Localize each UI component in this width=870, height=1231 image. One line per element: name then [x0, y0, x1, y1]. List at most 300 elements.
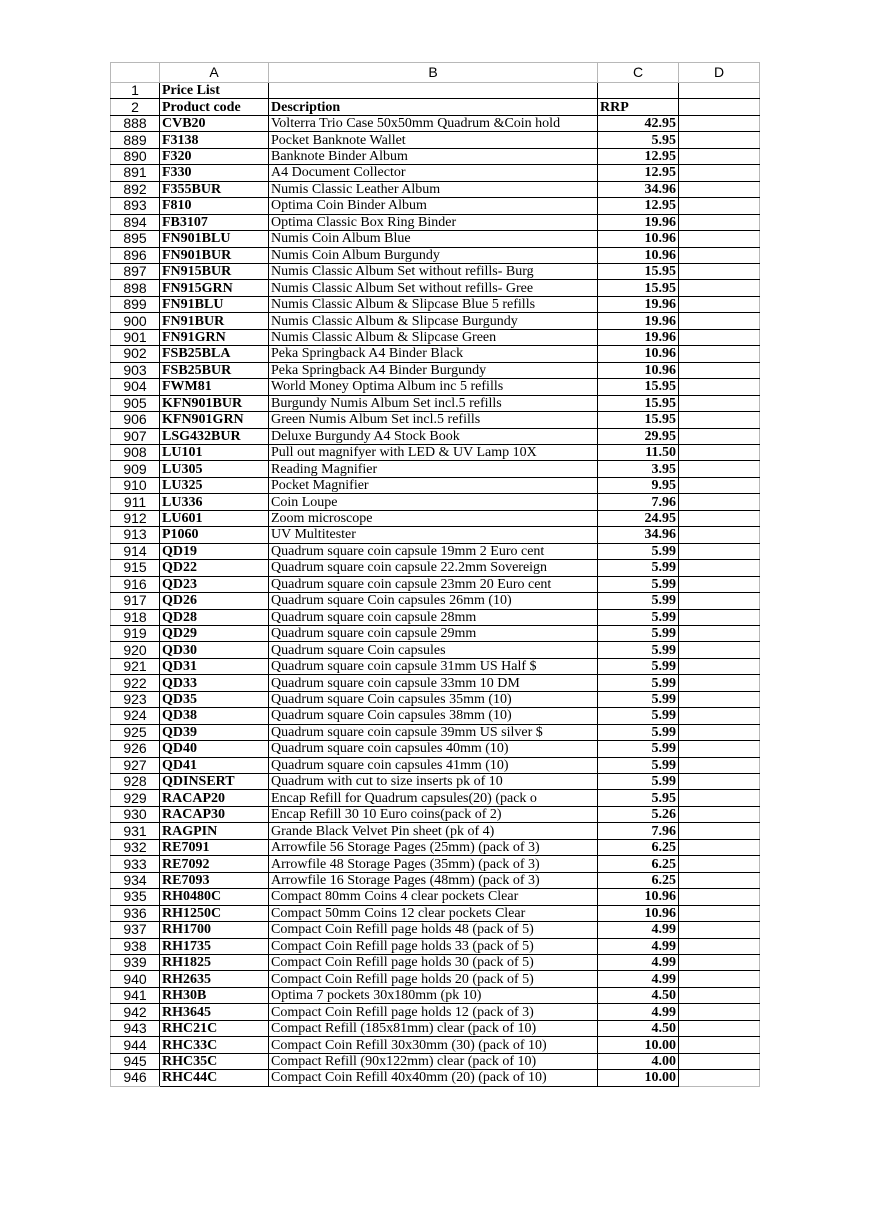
product-code-cell[interactable]: RH1825: [160, 955, 269, 971]
description-cell[interactable]: Quadrum with cut to size inserts pk of 10: [269, 774, 598, 790]
empty-d-cell[interactable]: [679, 889, 760, 905]
description-cell[interactable]: Compact Coin Refill page holds 12 (pack of 3): [269, 1004, 598, 1020]
cell-d2[interactable]: [679, 99, 760, 115]
price-cell[interactable]: 15.95: [598, 412, 679, 428]
description-cell[interactable]: Quadrum square coin capsule 31mm US Half $: [269, 658, 598, 674]
empty-d-cell[interactable]: [679, 790, 760, 806]
description-cell[interactable]: Numis Classic Album & Slipcase Blue 5 refills: [269, 296, 598, 312]
cell-d1[interactable]: [679, 83, 760, 99]
product-code-cell[interactable]: QD38: [160, 708, 269, 724]
price-cell[interactable]: 19.96: [598, 296, 679, 312]
description-cell[interactable]: Quadrum square Coin capsules 38mm (10): [269, 708, 598, 724]
product-code-cell[interactable]: F355BUR: [160, 181, 269, 197]
price-cell[interactable]: 15.95: [598, 379, 679, 395]
description-cell[interactable]: Arrowfile 16 Storage Pages (48mm) (pack of 3): [269, 872, 598, 888]
price-cell[interactable]: 11.50: [598, 444, 679, 460]
description-cell[interactable]: Numis Classic Album Set without refills- Burg: [269, 263, 598, 279]
price-cell[interactable]: 15.95: [598, 263, 679, 279]
row-number[interactable]: 930: [111, 806, 160, 822]
description-cell[interactable]: Numis Coin Album Blue: [269, 231, 598, 247]
row-number[interactable]: 945: [111, 1053, 160, 1069]
price-cell[interactable]: 19.96: [598, 214, 679, 230]
row-number[interactable]: 903: [111, 362, 160, 378]
empty-d-cell[interactable]: [679, 839, 760, 855]
row-number[interactable]: 915: [111, 560, 160, 576]
price-cell[interactable]: 29.95: [598, 428, 679, 444]
product-code-cell[interactable]: QD30: [160, 642, 269, 658]
row-number[interactable]: 896: [111, 247, 160, 263]
description-cell[interactable]: Optima Classic Box Ring Binder: [269, 214, 598, 230]
row-number[interactable]: 936: [111, 905, 160, 921]
description-cell[interactable]: Arrowfile 48 Storage Pages (35mm) (pack of 3): [269, 856, 598, 872]
price-cell[interactable]: 4.00: [598, 1053, 679, 1069]
product-code-cell[interactable]: F3138: [160, 132, 269, 148]
row-number[interactable]: 928: [111, 774, 160, 790]
price-cell[interactable]: 15.95: [598, 280, 679, 296]
description-cell[interactable]: Pocket Magnifier: [269, 477, 598, 493]
price-cell[interactable]: 4.99: [598, 955, 679, 971]
description-cell[interactable]: Compact Refill (185x81mm) clear (pack of 10): [269, 1020, 598, 1036]
price-cell[interactable]: 4.50: [598, 987, 679, 1003]
description-cell[interactable]: Compact 50mm Coins 12 clear pockets Clear: [269, 905, 598, 921]
cell-b1[interactable]: [269, 83, 598, 99]
price-cell[interactable]: 5.99: [598, 560, 679, 576]
product-code-cell[interactable]: RH2635: [160, 971, 269, 987]
price-cell[interactable]: 12.95: [598, 165, 679, 181]
empty-d-cell[interactable]: [679, 494, 760, 510]
row-number[interactable]: 897: [111, 263, 160, 279]
description-cell[interactable]: Coin Loupe: [269, 494, 598, 510]
empty-d-cell[interactable]: [679, 280, 760, 296]
row-number[interactable]: 2: [111, 99, 160, 115]
row-number[interactable]: 917: [111, 593, 160, 609]
price-cell[interactable]: 6.25: [598, 872, 679, 888]
row-number[interactable]: 926: [111, 741, 160, 757]
empty-d-cell[interactable]: [679, 461, 760, 477]
description-cell[interactable]: Quadrum square Coin capsules: [269, 642, 598, 658]
description-cell[interactable]: Quadrum square Coin capsules 26mm (10): [269, 593, 598, 609]
price-cell[interactable]: 24.95: [598, 510, 679, 526]
description-cell[interactable]: Quadrum square coin capsule 28mm: [269, 609, 598, 625]
price-cell[interactable]: 10.96: [598, 346, 679, 362]
product-code-cell[interactable]: QD23: [160, 576, 269, 592]
row-number[interactable]: 929: [111, 790, 160, 806]
price-cell[interactable]: 5.99: [598, 625, 679, 641]
empty-d-cell[interactable]: [679, 296, 760, 312]
description-cell[interactable]: Quadrum square coin capsule 29mm: [269, 625, 598, 641]
product-code-cell[interactable]: LU101: [160, 444, 269, 460]
row-number[interactable]: 933: [111, 856, 160, 872]
row-number[interactable]: 943: [111, 1020, 160, 1036]
product-code-cell[interactable]: RHC21C: [160, 1020, 269, 1036]
empty-d-cell[interactable]: [679, 560, 760, 576]
empty-d-cell[interactable]: [679, 576, 760, 592]
description-cell[interactable]: Zoom microscope: [269, 510, 598, 526]
row-number[interactable]: 934: [111, 872, 160, 888]
price-cell[interactable]: 4.99: [598, 1004, 679, 1020]
description-cell[interactable]: Quadrum square coin capsules 41mm (10): [269, 757, 598, 773]
row-number[interactable]: 901: [111, 329, 160, 345]
row-number[interactable]: 924: [111, 708, 160, 724]
description-cell[interactable]: Compact Coin Refill page holds 20 (pack of 5): [269, 971, 598, 987]
row-number[interactable]: 892: [111, 181, 160, 197]
product-code-cell[interactable]: F320: [160, 148, 269, 164]
empty-d-cell[interactable]: [679, 955, 760, 971]
product-code-cell[interactable]: QD29: [160, 625, 269, 641]
product-code-cell[interactable]: F330: [160, 165, 269, 181]
rrp-header[interactable]: RRP: [598, 99, 679, 115]
price-cell[interactable]: 10.00: [598, 1070, 679, 1086]
product-code-cell[interactable]: LU325: [160, 477, 269, 493]
product-code-cell[interactable]: QD41: [160, 757, 269, 773]
description-cell[interactable]: Optima 7 pockets 30x180mm (pk 10): [269, 987, 598, 1003]
price-cell[interactable]: 5.99: [598, 675, 679, 691]
product-code-cell[interactable]: LU305: [160, 461, 269, 477]
price-cell[interactable]: 10.96: [598, 889, 679, 905]
description-cell[interactable]: Optima Coin Binder Album: [269, 198, 598, 214]
empty-d-cell[interactable]: [679, 198, 760, 214]
empty-d-cell[interactable]: [679, 165, 760, 181]
product-code-cell[interactable]: FN915GRN: [160, 280, 269, 296]
price-cell[interactable]: 10.96: [598, 231, 679, 247]
row-number[interactable]: 904: [111, 379, 160, 395]
product-code-cell[interactable]: FN901BUR: [160, 247, 269, 263]
empty-d-cell[interactable]: [679, 477, 760, 493]
select-all-corner[interactable]: [111, 63, 160, 83]
description-cell[interactable]: Banknote Binder Album: [269, 148, 598, 164]
row-number[interactable]: 909: [111, 461, 160, 477]
row-number[interactable]: 941: [111, 987, 160, 1003]
row-number[interactable]: 911: [111, 494, 160, 510]
empty-d-cell[interactable]: [679, 329, 760, 345]
description-cell[interactable]: Pull out magnifyer with LED & UV Lamp 10X: [269, 444, 598, 460]
row-number[interactable]: 940: [111, 971, 160, 987]
product-code-cell[interactable]: RHC35C: [160, 1053, 269, 1069]
price-cell[interactable]: 12.95: [598, 148, 679, 164]
price-cell[interactable]: 5.26: [598, 806, 679, 822]
description-cell[interactable]: Numis Classic Album & Slipcase Green: [269, 329, 598, 345]
row-number[interactable]: 925: [111, 724, 160, 740]
product-code-cell[interactable]: LU601: [160, 510, 269, 526]
product-code-cell[interactable]: FN91BLU: [160, 296, 269, 312]
price-cell[interactable]: 19.96: [598, 313, 679, 329]
row-number[interactable]: 912: [111, 510, 160, 526]
price-cell[interactable]: 5.99: [598, 576, 679, 592]
description-cell[interactable]: Quadrum square coin capsules 40mm (10): [269, 741, 598, 757]
empty-d-cell[interactable]: [679, 741, 760, 757]
price-cell[interactable]: 5.99: [598, 691, 679, 707]
price-cell[interactable]: 34.96: [598, 527, 679, 543]
product-code-cell[interactable]: RH30B: [160, 987, 269, 1003]
empty-d-cell[interactable]: [679, 428, 760, 444]
description-cell[interactable]: Burgundy Numis Album Set incl.5 refills: [269, 395, 598, 411]
price-cell[interactable]: 4.50: [598, 1020, 679, 1036]
description-cell[interactable]: Arrowfile 56 Storage Pages (25mm) (pack of 3): [269, 839, 598, 855]
row-number[interactable]: 907: [111, 428, 160, 444]
description-cell[interactable]: A4 Document Collector: [269, 165, 598, 181]
price-cell[interactable]: 42.95: [598, 115, 679, 131]
product-code-cell[interactable]: KFN901BUR: [160, 395, 269, 411]
empty-d-cell[interactable]: [679, 658, 760, 674]
row-number[interactable]: 921: [111, 658, 160, 674]
product-code-cell[interactable]: FN901BLU: [160, 231, 269, 247]
description-cell[interactable]: Deluxe Burgundy A4 Stock Book: [269, 428, 598, 444]
empty-d-cell[interactable]: [679, 132, 760, 148]
row-number[interactable]: 935: [111, 889, 160, 905]
product-code-cell[interactable]: RH0480C: [160, 889, 269, 905]
price-cell[interactable]: 4.99: [598, 938, 679, 954]
row-number[interactable]: 888: [111, 115, 160, 131]
price-cell[interactable]: 5.99: [598, 774, 679, 790]
description-cell[interactable]: Numis Classic Album & Slipcase Burgundy: [269, 313, 598, 329]
product-code-cell[interactable]: P1060: [160, 527, 269, 543]
description-header[interactable]: Description: [269, 99, 598, 115]
empty-d-cell[interactable]: [679, 543, 760, 559]
empty-d-cell[interactable]: [679, 872, 760, 888]
description-cell[interactable]: Numis Classic Leather Album: [269, 181, 598, 197]
description-cell[interactable]: Compact Coin Refill page holds 48 (pack of 5): [269, 922, 598, 938]
product-code-cell[interactable]: FWM81: [160, 379, 269, 395]
empty-d-cell[interactable]: [679, 922, 760, 938]
empty-d-cell[interactable]: [679, 593, 760, 609]
row-number[interactable]: 931: [111, 823, 160, 839]
row-number[interactable]: 946: [111, 1070, 160, 1086]
price-cell[interactable]: 4.99: [598, 971, 679, 987]
row-number[interactable]: 905: [111, 395, 160, 411]
price-cell[interactable]: 15.95: [598, 395, 679, 411]
description-cell[interactable]: Quadrum square coin capsule 39mm US silver $: [269, 724, 598, 740]
row-number[interactable]: 893: [111, 198, 160, 214]
product-code-cell[interactable]: RE7091: [160, 839, 269, 855]
empty-d-cell[interactable]: [679, 1020, 760, 1036]
row-number[interactable]: 923: [111, 691, 160, 707]
description-cell[interactable]: Quadrum square coin capsule 22.2mm Sovereign: [269, 560, 598, 576]
description-cell[interactable]: World Money Optima Album inc 5 refills: [269, 379, 598, 395]
product-code-cell[interactable]: CVB20: [160, 115, 269, 131]
row-number[interactable]: 894: [111, 214, 160, 230]
description-cell[interactable]: Compact 80mm Coins 4 clear pockets Clear: [269, 889, 598, 905]
row-number[interactable]: 919: [111, 625, 160, 641]
product-code-cell[interactable]: RACAP20: [160, 790, 269, 806]
empty-d-cell[interactable]: [679, 806, 760, 822]
price-cell[interactable]: 4.99: [598, 922, 679, 938]
price-cell[interactable]: 7.96: [598, 823, 679, 839]
empty-d-cell[interactable]: [679, 691, 760, 707]
product-code-header[interactable]: Product code: [160, 99, 269, 115]
price-cell[interactable]: 5.99: [598, 609, 679, 625]
row-number[interactable]: 920: [111, 642, 160, 658]
product-code-cell[interactable]: RH1735: [160, 938, 269, 954]
price-list-title[interactable]: Price List: [160, 83, 269, 99]
price-cell[interactable]: 5.99: [598, 757, 679, 773]
empty-d-cell[interactable]: [679, 1004, 760, 1020]
empty-d-cell[interactable]: [679, 625, 760, 641]
empty-d-cell[interactable]: [679, 774, 760, 790]
product-code-cell[interactable]: QD39: [160, 724, 269, 740]
row-number[interactable]: 918: [111, 609, 160, 625]
description-cell[interactable]: Peka Springback A4 Binder Black: [269, 346, 598, 362]
product-code-cell[interactable]: QD22: [160, 560, 269, 576]
row-number[interactable]: 891: [111, 165, 160, 181]
empty-d-cell[interactable]: [679, 510, 760, 526]
price-cell[interactable]: 6.25: [598, 839, 679, 855]
row-number[interactable]: 944: [111, 1037, 160, 1053]
product-code-cell[interactable]: QD28: [160, 609, 269, 625]
description-cell[interactable]: Green Numis Album Set incl.5 refills: [269, 412, 598, 428]
empty-d-cell[interactable]: [679, 362, 760, 378]
description-cell[interactable]: Numis Coin Album Burgundy: [269, 247, 598, 263]
row-number[interactable]: 922: [111, 675, 160, 691]
column-header-d[interactable]: D: [679, 63, 760, 83]
empty-d-cell[interactable]: [679, 115, 760, 131]
empty-d-cell[interactable]: [679, 148, 760, 164]
description-cell[interactable]: Quadrum square coin capsule 19mm 2 Euro cent: [269, 543, 598, 559]
price-cell[interactable]: 5.99: [598, 741, 679, 757]
row-number[interactable]: 916: [111, 576, 160, 592]
row-number[interactable]: 890: [111, 148, 160, 164]
description-cell[interactable]: Encap Refill 30 10 Euro coins(pack of 2): [269, 806, 598, 822]
empty-d-cell[interactable]: [679, 1037, 760, 1053]
product-code-cell[interactable]: FSB25BUR: [160, 362, 269, 378]
price-cell[interactable]: 6.25: [598, 856, 679, 872]
price-cell[interactable]: 10.96: [598, 247, 679, 263]
description-cell[interactable]: Volterra Trio Case 50x50mm Quadrum &Coin hold: [269, 115, 598, 131]
price-cell[interactable]: 10.96: [598, 905, 679, 921]
description-cell[interactable]: Compact Coin Refill page holds 30 (pack of 5): [269, 955, 598, 971]
price-cell[interactable]: 5.99: [598, 593, 679, 609]
price-cell[interactable]: 34.96: [598, 181, 679, 197]
description-cell[interactable]: Compact Coin Refill page holds 33 (pack of 5): [269, 938, 598, 954]
product-code-cell[interactable]: QD33: [160, 675, 269, 691]
description-cell[interactable]: Compact Refill (90x122mm) clear (pack of 10): [269, 1053, 598, 1069]
empty-d-cell[interactable]: [679, 181, 760, 197]
empty-d-cell[interactable]: [679, 1070, 760, 1086]
description-cell[interactable]: Reading Magnifier: [269, 461, 598, 477]
description-cell[interactable]: Encap Refill for Quadrum capsules(20) (pack o: [269, 790, 598, 806]
description-cell[interactable]: Pocket Banknote Wallet: [269, 132, 598, 148]
product-code-cell[interactable]: RHC44C: [160, 1070, 269, 1086]
empty-d-cell[interactable]: [679, 642, 760, 658]
row-number[interactable]: 937: [111, 922, 160, 938]
description-cell[interactable]: Peka Springback A4 Binder Burgundy: [269, 362, 598, 378]
row-number[interactable]: 938: [111, 938, 160, 954]
description-cell[interactable]: Numis Classic Album Set without refills- Gree: [269, 280, 598, 296]
empty-d-cell[interactable]: [679, 313, 760, 329]
product-code-cell[interactable]: FN91GRN: [160, 329, 269, 345]
row-number[interactable]: 895: [111, 231, 160, 247]
empty-d-cell[interactable]: [679, 823, 760, 839]
empty-d-cell[interactable]: [679, 938, 760, 954]
description-cell[interactable]: Quadrum square Coin capsules 35mm (10): [269, 691, 598, 707]
empty-d-cell[interactable]: [679, 1053, 760, 1069]
product-code-cell[interactable]: RACAP30: [160, 806, 269, 822]
empty-d-cell[interactable]: [679, 987, 760, 1003]
description-cell[interactable]: Quadrum square coin capsule 23mm 20 Euro cent: [269, 576, 598, 592]
description-cell[interactable]: Quadrum square coin capsule 33mm 10 DM: [269, 675, 598, 691]
column-header-c[interactable]: C: [598, 63, 679, 83]
product-code-cell[interactable]: QD19: [160, 543, 269, 559]
product-code-cell[interactable]: FSB25BLA: [160, 346, 269, 362]
product-code-cell[interactable]: QD26: [160, 593, 269, 609]
price-cell[interactable]: 7.96: [598, 494, 679, 510]
product-code-cell[interactable]: KFN901GRN: [160, 412, 269, 428]
row-number[interactable]: 899: [111, 296, 160, 312]
description-cell[interactable]: Compact Coin Refill 30x30mm (30) (pack of 10): [269, 1037, 598, 1053]
price-cell[interactable]: 5.99: [598, 708, 679, 724]
empty-d-cell[interactable]: [679, 856, 760, 872]
row-number[interactable]: 913: [111, 527, 160, 543]
product-code-cell[interactable]: QD31: [160, 658, 269, 674]
product-code-cell[interactable]: RE7092: [160, 856, 269, 872]
product-code-cell[interactable]: RE7093: [160, 872, 269, 888]
empty-d-cell[interactable]: [679, 708, 760, 724]
empty-d-cell[interactable]: [679, 757, 760, 773]
empty-d-cell[interactable]: [679, 412, 760, 428]
row-number[interactable]: 939: [111, 955, 160, 971]
row-number[interactable]: 900: [111, 313, 160, 329]
price-cell[interactable]: 5.99: [598, 642, 679, 658]
price-cell[interactable]: 5.95: [598, 790, 679, 806]
cell-c1[interactable]: [598, 83, 679, 99]
product-code-cell[interactable]: RHC33C: [160, 1037, 269, 1053]
row-number[interactable]: 914: [111, 543, 160, 559]
row-number[interactable]: 889: [111, 132, 160, 148]
empty-d-cell[interactable]: [679, 527, 760, 543]
empty-d-cell[interactable]: [679, 379, 760, 395]
description-cell[interactable]: Compact Coin Refill 40x40mm (20) (pack of 10): [269, 1070, 598, 1086]
row-number[interactable]: 927: [111, 757, 160, 773]
column-header-a[interactable]: A: [160, 63, 269, 83]
product-code-cell[interactable]: FB3107: [160, 214, 269, 230]
product-code-cell[interactable]: QD35: [160, 691, 269, 707]
price-cell[interactable]: 3.95: [598, 461, 679, 477]
price-cell[interactable]: 9.95: [598, 477, 679, 493]
product-code-cell[interactable]: RH1700: [160, 922, 269, 938]
empty-d-cell[interactable]: [679, 395, 760, 411]
empty-d-cell[interactable]: [679, 346, 760, 362]
product-code-cell[interactable]: FN915BUR: [160, 263, 269, 279]
product-code-cell[interactable]: QDINSERT: [160, 774, 269, 790]
product-code-cell[interactable]: LU336: [160, 494, 269, 510]
price-cell[interactable]: 19.96: [598, 329, 679, 345]
empty-d-cell[interactable]: [679, 231, 760, 247]
product-code-cell[interactable]: RAGPIN: [160, 823, 269, 839]
product-code-cell[interactable]: QD40: [160, 741, 269, 757]
row-number[interactable]: 906: [111, 412, 160, 428]
empty-d-cell[interactable]: [679, 724, 760, 740]
row-number[interactable]: 910: [111, 477, 160, 493]
empty-d-cell[interactable]: [679, 971, 760, 987]
price-cell[interactable]: 5.99: [598, 658, 679, 674]
row-number[interactable]: 932: [111, 839, 160, 855]
row-number[interactable]: 942: [111, 1004, 160, 1020]
price-cell[interactable]: 5.95: [598, 132, 679, 148]
product-code-cell[interactable]: FN91BUR: [160, 313, 269, 329]
price-cell[interactable]: 12.95: [598, 198, 679, 214]
price-cell[interactable]: 10.00: [598, 1037, 679, 1053]
empty-d-cell[interactable]: [679, 609, 760, 625]
product-code-cell[interactable]: RH3645: [160, 1004, 269, 1020]
price-cell[interactable]: 5.99: [598, 724, 679, 740]
empty-d-cell[interactable]: [679, 675, 760, 691]
description-cell[interactable]: Grande Black Velvet Pin sheet (pk of 4): [269, 823, 598, 839]
price-cell[interactable]: 10.96: [598, 362, 679, 378]
empty-d-cell[interactable]: [679, 905, 760, 921]
empty-d-cell[interactable]: [679, 263, 760, 279]
empty-d-cell[interactable]: [679, 214, 760, 230]
row-number[interactable]: 902: [111, 346, 160, 362]
price-cell[interactable]: 5.99: [598, 543, 679, 559]
